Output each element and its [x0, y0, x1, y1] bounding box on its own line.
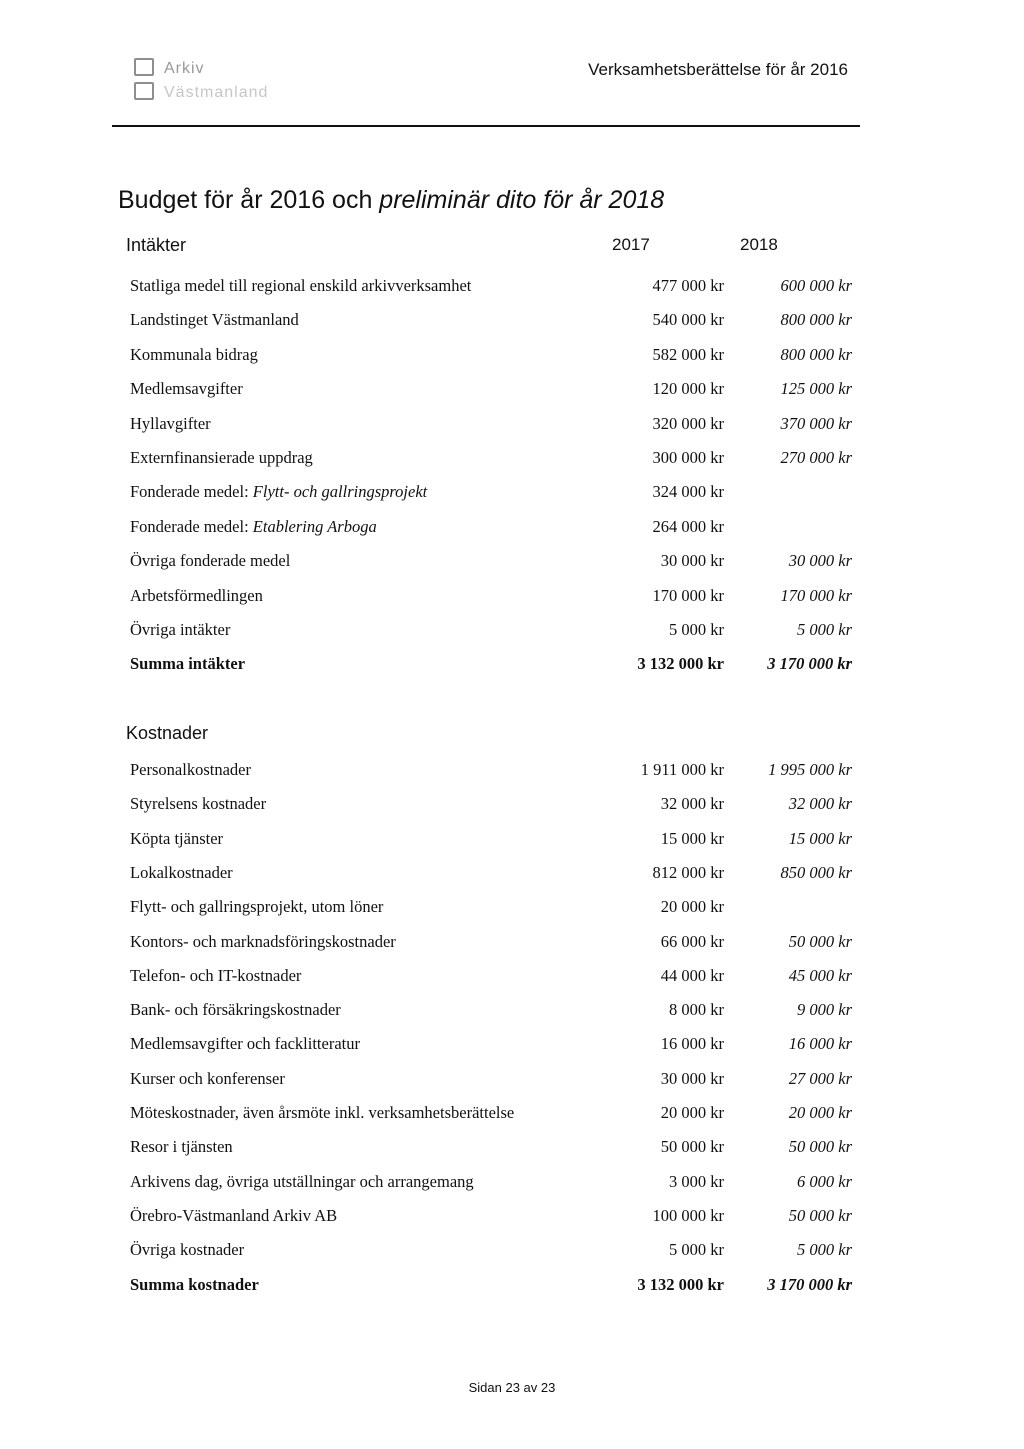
value-2017: 477 000 kr	[652, 276, 724, 295]
value-2018: 27 000 kr	[788, 1069, 852, 1088]
value-2017: 3 132 000 kr	[637, 654, 724, 673]
table-row	[130, 1034, 852, 1058]
table-row	[130, 1069, 852, 1093]
row-label-italic: Etablering Arboga	[252, 517, 377, 536]
value-2018: 9 000 kr	[797, 1000, 852, 1019]
value-2017: 20 000 kr	[660, 897, 724, 916]
value-2018: 45 000 kr	[788, 966, 852, 985]
table-row	[130, 1000, 852, 1024]
value-2017: 170 000 kr	[652, 586, 724, 605]
value-2017: 20 000 kr	[660, 1103, 724, 1122]
table-row	[130, 517, 852, 541]
value-2017: 32 000 kr	[660, 794, 724, 813]
row-label: Summa kostnader	[130, 1275, 259, 1294]
value-2017: 30 000 kr	[660, 551, 724, 570]
table-row	[130, 379, 852, 403]
row-label: Telefon- och IT-kostnader	[130, 966, 302, 985]
table-row	[130, 1103, 852, 1127]
value-2018: 800 000 kr	[780, 345, 852, 364]
table-row	[130, 932, 852, 956]
page-footer: Sidan 23 av 23	[468, 1380, 556, 1395]
table-row	[130, 276, 852, 300]
row-label: Fonderade medel: Etablering Arboga	[130, 517, 377, 536]
value-2017: 3 000 kr	[669, 1172, 724, 1191]
value-2017: 30 000 kr	[660, 1069, 724, 1088]
value-2017: 582 000 kr	[652, 345, 724, 364]
value-2017: 120 000 kr	[652, 379, 724, 398]
row-label: Arkivens dag, övriga utställningar och arrangemang	[130, 1172, 474, 1191]
table-row	[130, 829, 852, 853]
row-label: Övriga fonderade medel	[130, 551, 291, 570]
logo-text-line2: Västmanland	[164, 84, 269, 101]
value-2017: 812 000 kr	[652, 863, 724, 882]
value-2017: 1 911 000 kr	[640, 760, 724, 779]
row-label: Kommunala bidrag	[130, 345, 258, 364]
row-label: Medlemsavgifter och facklitteratur	[130, 1034, 360, 1053]
value-2018: 16 000 kr	[788, 1034, 852, 1053]
value-2017: 264 000 kr	[652, 517, 724, 536]
value-2017: 320 000 kr	[652, 414, 724, 433]
row-label: Arbetsförmedlingen	[130, 586, 263, 605]
arkiv-logo	[120, 56, 300, 106]
table-row	[130, 1137, 852, 1161]
table-row	[130, 966, 852, 990]
table-row	[130, 586, 852, 610]
value-2018: 850 000 kr	[780, 863, 852, 882]
value-2018: 600 000 kr	[780, 276, 852, 295]
table-row	[130, 620, 852, 644]
logo-text-line1: Arkiv	[164, 60, 205, 77]
document-title	[118, 186, 664, 215]
value-2018: 800 000 kr	[780, 310, 852, 329]
row-label: Landstinget Västmanland	[130, 310, 299, 329]
value-2017: 100 000 kr	[652, 1206, 724, 1225]
value-2017: 324 000 kr	[652, 482, 724, 501]
page-header	[120, 52, 860, 112]
row-label: Resor i tjänsten	[130, 1137, 233, 1156]
value-2018: 6 000 kr	[797, 1172, 852, 1191]
table-row	[130, 482, 852, 506]
value-2018: 20 000 kr	[788, 1103, 852, 1122]
row-label: Hyllavgifter	[130, 414, 211, 433]
title-italic: preliminär dito för år 2018	[379, 186, 665, 214]
row-label: Kontors- och marknadsföringskostnader	[130, 932, 396, 951]
value-2018: 5 000 kr	[797, 620, 852, 639]
table-row	[130, 794, 852, 818]
value-2017: 8 000 kr	[669, 1000, 724, 1019]
value-2017: 66 000 kr	[660, 932, 724, 951]
table-row	[130, 345, 852, 369]
column-header-2017: 2017	[612, 235, 650, 254]
value-2018: 370 000 kr	[780, 414, 852, 433]
costs-section-label: Kostnader	[126, 723, 209, 743]
row-label: Övriga intäkter	[130, 620, 231, 639]
value-2017: 3 132 000 kr	[637, 1275, 724, 1294]
value-2017: 15 000 kr	[660, 829, 724, 848]
table-row	[130, 310, 852, 334]
table-row	[130, 1206, 852, 1230]
row-label-italic: Flytt- och gallringsprojekt	[252, 482, 428, 501]
income-section-label: Intäkter	[126, 235, 187, 255]
row-label: Summa intäkter	[130, 654, 246, 673]
row-label: Möteskostnader, även årsmöte inkl. verksamhetsberättelse	[130, 1103, 515, 1122]
value-2018: 32 000 kr	[788, 794, 852, 813]
value-2017: 50 000 kr	[660, 1137, 724, 1156]
value-2018: 1 995 000 kr	[768, 760, 852, 779]
row-label: Externfinansierade uppdrag	[130, 448, 313, 467]
row-label: Örebro-Västmanland Arkiv AB	[130, 1206, 338, 1225]
table-row	[130, 1172, 852, 1196]
value-2017: 16 000 kr	[660, 1034, 724, 1053]
value-2017: 44 000 kr	[660, 966, 724, 985]
value-2017: 300 000 kr	[652, 448, 724, 467]
value-2018: 3 170 000 kr	[767, 654, 852, 673]
table-row	[130, 448, 852, 472]
table-row	[130, 863, 852, 887]
table-row	[130, 897, 852, 921]
total-row	[130, 654, 852, 678]
value-2018: 270 000 kr	[780, 448, 852, 467]
row-label: Bank- och försäkringskostnader	[130, 1000, 341, 1019]
row-label: Övriga kostnader	[130, 1240, 245, 1259]
value-2018: 50 000 kr	[788, 932, 852, 951]
row-label: Personalkostnader	[130, 760, 251, 779]
table-row	[130, 551, 852, 575]
table-row	[130, 1240, 852, 1264]
row-label: Kurser och konferenser	[130, 1069, 285, 1088]
header-divider	[112, 125, 860, 127]
value-2018: 15 000 kr	[788, 829, 852, 848]
value-2018: 5 000 kr	[797, 1240, 852, 1259]
value-2018: 125 000 kr	[780, 379, 852, 398]
total-row	[130, 1275, 852, 1299]
row-label: Statliga medel till regional enskild arkivverksamhet	[130, 276, 472, 295]
column-header-2018: 2018	[740, 235, 778, 254]
logo-emblem-icon	[134, 58, 154, 76]
table-row	[130, 760, 852, 784]
value-2017: 5 000 kr	[669, 1240, 724, 1259]
value-2018: 50 000 kr	[788, 1206, 852, 1225]
table-row	[130, 414, 852, 438]
logo-emblem-icon	[134, 82, 154, 100]
row-label: Styrelsens kostnader	[130, 794, 267, 813]
report-title: Verksamhetsberättelse för år 2016	[588, 60, 848, 79]
row-label: Lokalkostnader	[130, 863, 233, 882]
title-main: Budget för år 2016 och	[118, 186, 380, 214]
value-2018: 170 000 kr	[780, 586, 852, 605]
row-label: Fonderade medel: Flytt- och gallringsprojekt	[130, 482, 428, 501]
value-2018: 30 000 kr	[788, 551, 852, 570]
value-2017: 540 000 kr	[652, 310, 724, 329]
value-2017: 5 000 kr	[669, 620, 724, 639]
row-label: Flytt- och gallringsprojekt, utom löner	[130, 897, 384, 916]
value-2018: 3 170 000 kr	[767, 1275, 852, 1294]
value-2018: 50 000 kr	[788, 1137, 852, 1156]
row-label: Köpta tjänster	[130, 829, 224, 848]
row-label: Medlemsavgifter	[130, 379, 243, 398]
